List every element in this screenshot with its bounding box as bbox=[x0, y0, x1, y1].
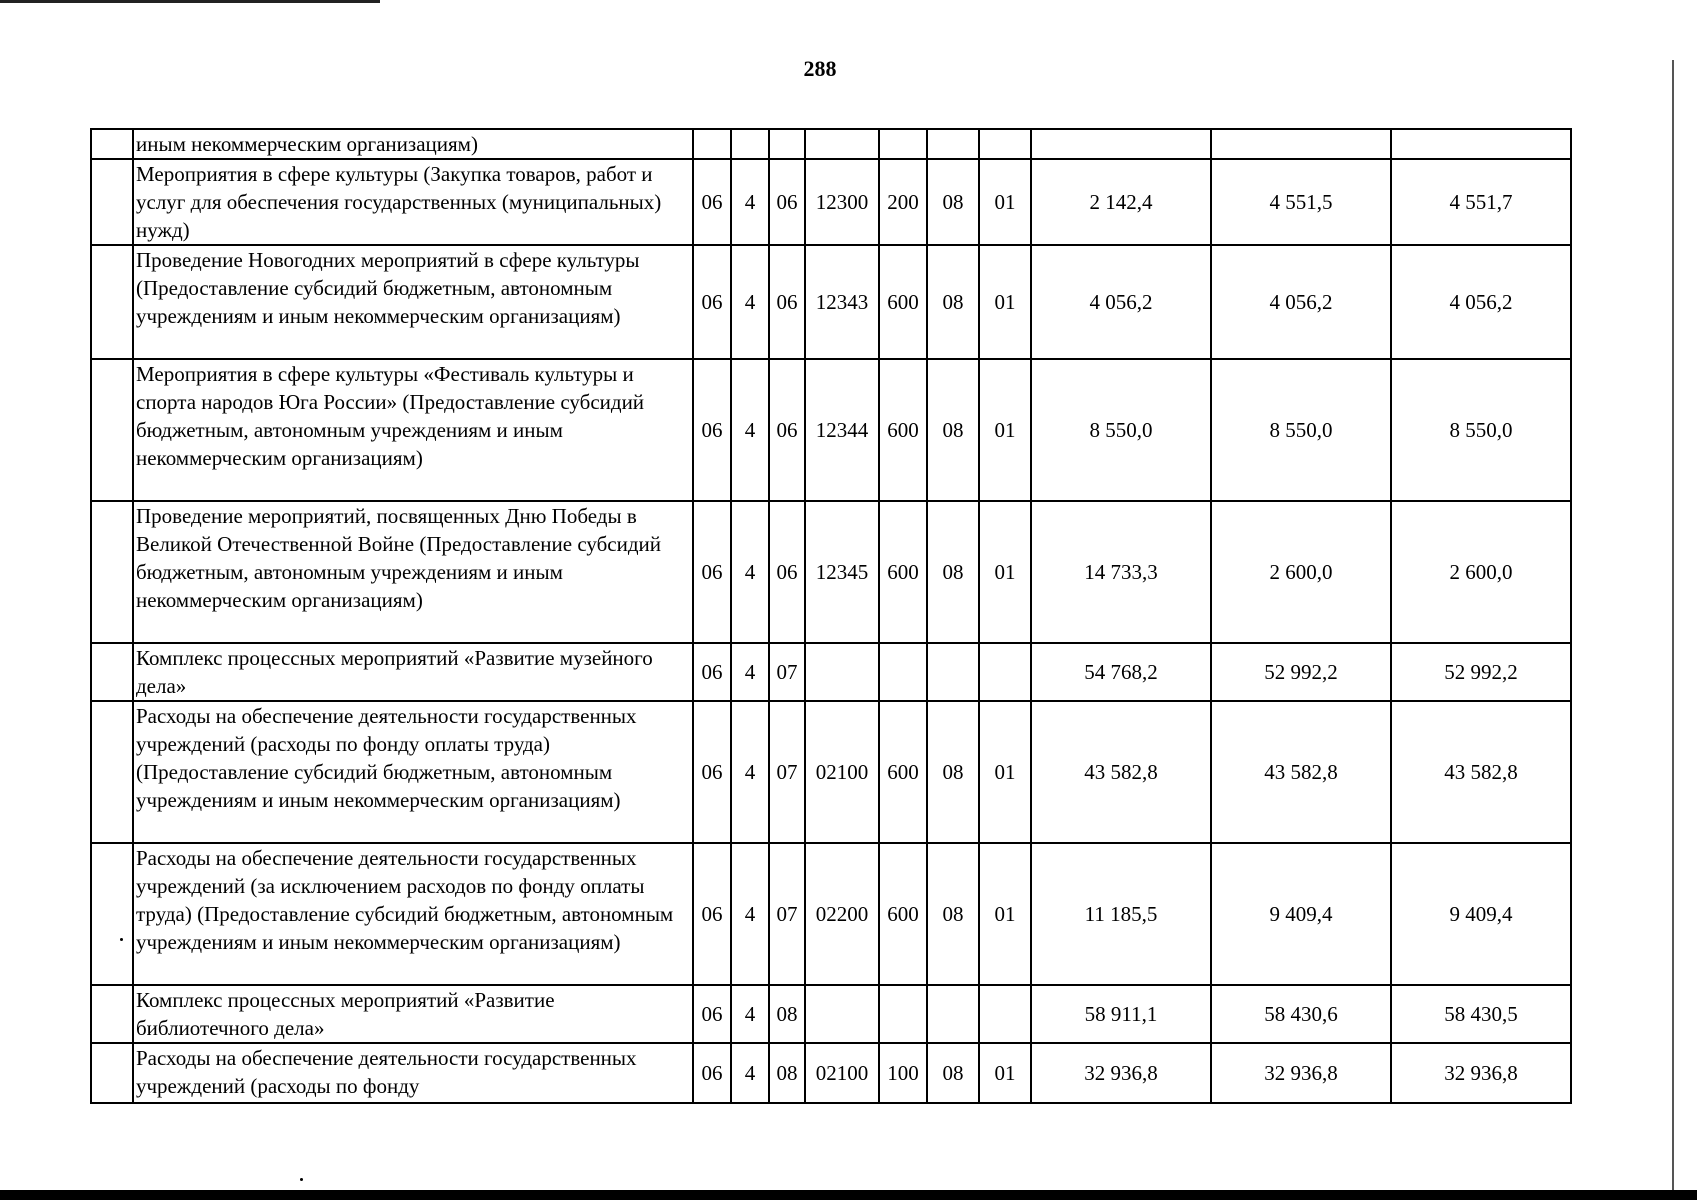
code-expense-type: 600 bbox=[879, 843, 927, 985]
code-expense-type: 600 bbox=[879, 359, 927, 501]
code-subprogram: 4 bbox=[731, 1043, 769, 1103]
item-name: Комплекс процессных мероприятий «Развитие музейного дела» bbox=[133, 643, 693, 701]
code-event: 07 bbox=[769, 843, 805, 985]
code-section: 06 bbox=[693, 159, 731, 245]
code-direction: 12300 bbox=[805, 159, 879, 245]
amount-year-3: 9 409,4 bbox=[1391, 843, 1571, 985]
code-event: 06 bbox=[769, 501, 805, 643]
row-index-cell bbox=[91, 843, 133, 985]
item-name: Мероприятия в сфере культуры «Фестиваль культуры и спорта народов Юга России» (Предоставление субсидий бюджетным, автономным учреждениям и иным некоммерческим организациям) bbox=[133, 359, 693, 501]
code-subsection bbox=[979, 985, 1031, 1043]
code-expense-type: 200 bbox=[879, 159, 927, 245]
code-direction: 12344 bbox=[805, 359, 879, 501]
table-row bbox=[91, 643, 1571, 701]
code-event: 06 bbox=[769, 359, 805, 501]
row-index-cell bbox=[91, 159, 133, 245]
row-index-cell bbox=[91, 501, 133, 643]
code-department bbox=[927, 985, 979, 1043]
table-row bbox=[91, 159, 1571, 245]
row-index-cell bbox=[91, 245, 133, 359]
scan-artifact-dot bbox=[120, 938, 123, 941]
amount-year-1: 32 936,8 bbox=[1031, 1043, 1211, 1103]
code-subsection: 01 bbox=[979, 1043, 1031, 1103]
amount-year-1 bbox=[1031, 129, 1211, 159]
code-department: 08 bbox=[927, 843, 979, 985]
item-name: Расходы на обеспечение деятельности государственных учреждений (за исключением расходов по фонду оплаты труда) (Предоставление субсидий бюджетным, автономным учреждениям и иным некоммерческим организациям) bbox=[133, 843, 693, 985]
table-row bbox=[91, 843, 1571, 985]
code-direction: 12345 bbox=[805, 501, 879, 643]
code-event bbox=[769, 129, 805, 159]
code-direction bbox=[805, 643, 879, 701]
scan-artifact-top-line bbox=[0, 0, 380, 3]
table-row bbox=[91, 985, 1571, 1043]
code-section: 06 bbox=[693, 843, 731, 985]
table-row bbox=[91, 359, 1571, 501]
amount-year-2: 32 936,8 bbox=[1211, 1043, 1391, 1103]
code-section: 06 bbox=[693, 1043, 731, 1103]
code-subsection: 01 bbox=[979, 701, 1031, 843]
code-subprogram: 4 bbox=[731, 245, 769, 359]
code-department: 08 bbox=[927, 359, 979, 501]
scan-artifact-bottom-bar bbox=[0, 1190, 1697, 1200]
code-department: 08 bbox=[927, 245, 979, 359]
code-department: 08 bbox=[927, 701, 979, 843]
amount-year-3: 8 550,0 bbox=[1391, 359, 1571, 501]
table-row bbox=[91, 245, 1571, 359]
amount-year-1: 58 911,1 bbox=[1031, 985, 1211, 1043]
amount-year-1: 8 550,0 bbox=[1031, 359, 1211, 501]
code-subprogram: 4 bbox=[731, 501, 769, 643]
row-index-cell bbox=[91, 129, 133, 159]
code-department: 08 bbox=[927, 501, 979, 643]
item-name: Проведение мероприятий, посвященных Дню Победы в Великой Отечественной Войне (Предоставление субсидий бюджетным, автономным учреждениям и иным некоммерческим организациям) bbox=[133, 501, 693, 643]
code-expense-type: 100 bbox=[879, 1043, 927, 1103]
code-subsection: 01 bbox=[979, 159, 1031, 245]
budget-table bbox=[90, 128, 1572, 1104]
amount-year-1: 43 582,8 bbox=[1031, 701, 1211, 843]
code-section: 06 bbox=[693, 985, 731, 1043]
row-index-cell bbox=[91, 643, 133, 701]
amount-year-1: 11 185,5 bbox=[1031, 843, 1211, 985]
code-subprogram: 4 bbox=[731, 985, 769, 1043]
code-direction bbox=[805, 985, 879, 1043]
table-row bbox=[91, 129, 1571, 159]
amount-year-3: 58 430,5 bbox=[1391, 985, 1571, 1043]
code-event: 07 bbox=[769, 701, 805, 843]
code-expense-type bbox=[879, 129, 927, 159]
amount-year-2: 58 430,6 bbox=[1211, 985, 1391, 1043]
row-index-cell bbox=[91, 1043, 133, 1103]
row-index-cell bbox=[91, 701, 133, 843]
code-subsection: 01 bbox=[979, 359, 1031, 501]
code-subsection bbox=[979, 643, 1031, 701]
amount-year-1: 2 142,4 bbox=[1031, 159, 1211, 245]
scan-artifact-right-edge bbox=[1672, 60, 1674, 1200]
item-name: Расходы на обеспечение деятельности государственных учреждений (расходы по фонду оплаты труда) (Предоставление субсидий бюджетным, автономным учреждениям и иным некоммерческим организациям) bbox=[133, 701, 693, 843]
code-section: 06 bbox=[693, 501, 731, 643]
code-section: 06 bbox=[693, 701, 731, 843]
code-event: 08 bbox=[769, 985, 805, 1043]
code-expense-type: 600 bbox=[879, 501, 927, 643]
amount-year-2: 4 551,5 bbox=[1211, 159, 1391, 245]
amount-year-3: 2 600,0 bbox=[1391, 501, 1571, 643]
code-event: 07 bbox=[769, 643, 805, 701]
item-name: Комплекс процессных мероприятий «Развитие библиотечного дела» bbox=[133, 985, 693, 1043]
table-row bbox=[91, 501, 1571, 643]
code-expense-type bbox=[879, 643, 927, 701]
code-direction: 12343 bbox=[805, 245, 879, 359]
code-subprogram: 4 bbox=[731, 359, 769, 501]
item-name: Расходы на обеспечение деятельности государственных учреждений (расходы по фонду bbox=[133, 1043, 693, 1103]
amount-year-2: 8 550,0 bbox=[1211, 359, 1391, 501]
code-department: 08 bbox=[927, 1043, 979, 1103]
code-subsection: 01 bbox=[979, 501, 1031, 643]
table-row bbox=[91, 1043, 1571, 1103]
code-subprogram: 4 bbox=[731, 159, 769, 245]
row-index-cell bbox=[91, 359, 133, 501]
item-name: Мероприятия в сфере культуры (Закупка товаров, работ и услуг для обеспечения государственных (муниципальных) нужд) bbox=[133, 159, 693, 245]
code-department bbox=[927, 129, 979, 159]
amount-year-2: 43 582,8 bbox=[1211, 701, 1391, 843]
code-expense-type: 600 bbox=[879, 701, 927, 843]
code-department: 08 bbox=[927, 159, 979, 245]
code-department bbox=[927, 643, 979, 701]
code-subprogram: 4 bbox=[731, 643, 769, 701]
amount-year-3: 32 936,8 bbox=[1391, 1043, 1571, 1103]
code-section: 06 bbox=[693, 245, 731, 359]
code-expense-type bbox=[879, 985, 927, 1043]
amount-year-3: 4 056,2 bbox=[1391, 245, 1571, 359]
amount-year-1: 4 056,2 bbox=[1031, 245, 1211, 359]
amount-year-3 bbox=[1391, 129, 1571, 159]
code-direction bbox=[805, 129, 879, 159]
amount-year-2 bbox=[1211, 129, 1391, 159]
amount-year-3: 43 582,8 bbox=[1391, 701, 1571, 843]
code-event: 06 bbox=[769, 159, 805, 245]
code-section: 06 bbox=[693, 643, 731, 701]
code-subsection: 01 bbox=[979, 843, 1031, 985]
code-direction: 02100 bbox=[805, 701, 879, 843]
code-expense-type: 600 bbox=[879, 245, 927, 359]
row-index-cell bbox=[91, 985, 133, 1043]
table-row bbox=[91, 701, 1571, 843]
code-direction: 02200 bbox=[805, 843, 879, 985]
code-subprogram bbox=[731, 129, 769, 159]
code-section bbox=[693, 129, 731, 159]
amount-year-3: 4 551,7 bbox=[1391, 159, 1571, 245]
amount-year-3: 52 992,2 bbox=[1391, 643, 1571, 701]
code-event: 06 bbox=[769, 245, 805, 359]
amount-year-2: 9 409,4 bbox=[1211, 843, 1391, 985]
code-event: 08 bbox=[769, 1043, 805, 1103]
item-name: Проведение Новогодних мероприятий в сфере культуры (Предоставление субсидий бюджетным, автономным учреждениям и иным некоммерческим организациям) bbox=[133, 245, 693, 359]
code-subsection: 01 bbox=[979, 245, 1031, 359]
code-subprogram: 4 bbox=[731, 701, 769, 843]
amount-year-2: 4 056,2 bbox=[1211, 245, 1391, 359]
scan-artifact-dot bbox=[300, 1178, 303, 1181]
amount-year-1: 14 733,3 bbox=[1031, 501, 1211, 643]
code-direction: 02100 bbox=[805, 1043, 879, 1103]
amount-year-2: 2 600,0 bbox=[1211, 501, 1391, 643]
code-subsection bbox=[979, 129, 1031, 159]
amount-year-1: 54 768,2 bbox=[1031, 643, 1211, 701]
amount-year-2: 52 992,2 bbox=[1211, 643, 1391, 701]
item-name: иным некоммерческим организациям) bbox=[133, 129, 693, 159]
code-section: 06 bbox=[693, 359, 731, 501]
page-number: 288 bbox=[803, 56, 837, 81]
code-subprogram: 4 bbox=[731, 843, 769, 985]
